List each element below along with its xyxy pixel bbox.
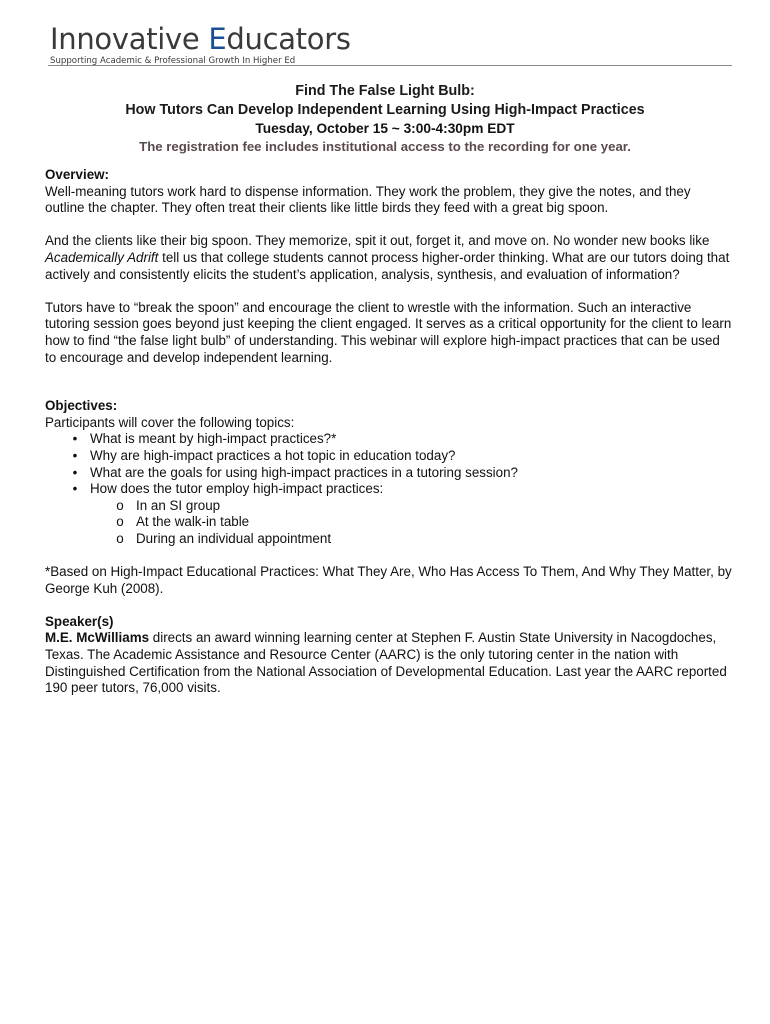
header-divider [48,65,732,66]
overview-heading: Overview: [45,167,110,182]
list-item [45,448,733,465]
logo-name [50,22,351,56]
list-item [45,431,733,448]
objectives-sub-list [45,498,733,548]
sub-list-item [45,498,733,515]
bullet-icon: • [72,464,78,480]
sub-list-item [45,514,733,531]
circle-bullet-icon: o [116,497,124,513]
sub-list-item-text: In an SI group [136,497,221,513]
objectives-heading: Objectives: [45,398,118,414]
list-item-text: What is meant by high-impact practices?* [90,431,337,447]
logo-name-e: E [208,22,227,56]
overview-paragraph-2 [45,233,733,283]
list-item-text: What are the goals for using high-impact practices in a tutoring session? [90,464,518,480]
title-line-1: Find The False Light Bulb: [295,83,475,99]
logo-name-part1: Innovative [50,22,209,56]
list-item [45,481,733,498]
bullet-icon: • [72,447,78,463]
speaker-name: M.E. McWilliams [45,630,150,646]
bullet-icon: • [72,481,78,497]
speakers-heading: Speaker(s) [45,613,114,629]
speaker-bio [45,630,733,696]
overview-paragraph-2-start: And the clients like their big spoon. They memorize, spit it out, forget it, and move on. No wonder new books like [45,233,710,249]
speaker-bio-text: directs an award winning learning center at Stephen F. Austin State University in Nacogdoches, Texas. The Academic Assistance and Resource Center (AARC) is the only tutoring center in the nation with Distinguished Certification from the National Association of Developmental Education. Last year the AARC reported 190 peer tutors, 76,000 visits. [45,630,727,696]
circle-bullet-icon: o [116,530,124,546]
objectives-intro: Participants will cover the following topics: [45,414,295,430]
overview-paragraph-1: Well-meaning tutors work hard to dispense information. They work the problem, they give the notes, and they outline the chapter. They often treat their clients like little birds they feed with a great big spoon. [45,183,691,216]
list-item-text: How does the tutor employ high-impact practices: [90,481,384,497]
sub-list-item-text: At the walk-in table [136,514,250,530]
objectives-footnote: *Based on High-Impact Educational Practices: What They Are, Who Has Access To Them, And Why They Matter, by George Kuh (2008). [45,564,732,596]
title-line-2: How Tutors Can Develop Independent Learning Using High-Impact Practices [125,102,645,118]
logo-tagline: Supporting Academic & Professional Growth In Higher Ed [50,56,296,66]
bullet-icon: • [72,431,78,447]
overview-paragraph-2-end: tell us that college students cannot process higher-order thinking. What are our tutors doing that actively and consistently elicits the student’s application, analysis, synthesis, and evaluation of information? [45,249,730,282]
document-body [45,167,733,697]
innovative-educators-logo [50,22,351,68]
sub-list-item-text: During an individual appointment [136,530,332,546]
sub-list-item [45,531,733,548]
registration-fee-note: The registration fee includes institutional access to the recording for one year. [139,139,631,154]
event-date: Tuesday, October 15 ~ 3:00-4:30pm EDT [255,121,515,136]
title-block [0,82,770,156]
objectives-list [45,431,733,497]
book-title-academically-adrift: Academically Adrift [45,249,159,265]
logo-name-part2: ducators [226,22,351,56]
overview-paragraph-3: Tutors have to “break the spoon” and encourage the client to wrestle with the information. Such an interactive tutoring session goes beyond just keeping the client engaged. It serves as a critical opportunity for the client to learn how to find “the false light bulb” of understanding. This webinar will explore high-impact practices that can be used to encourage and develop independent learning. [45,299,732,365]
list-item-text: Why are high-impact practices a hot topic in education today? [90,447,456,463]
circle-bullet-icon: o [116,514,124,530]
list-item [45,465,733,482]
